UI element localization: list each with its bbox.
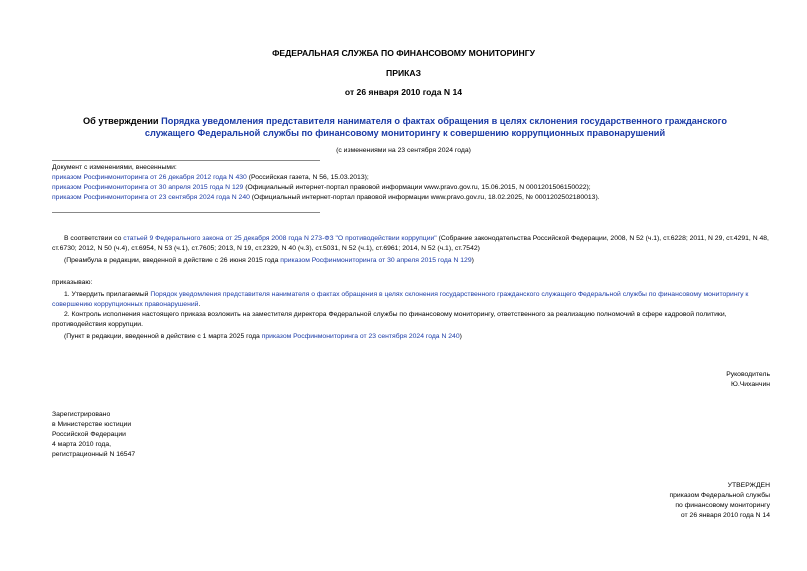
clause-2: 2. Контроль исполнения настоящего приказа возложить на заместителя директора Федеральной службы по финансовому мониторингу, ответственного за реализацию полномочий в сфере кадровой политики, противодействия коррупции. [52,311,727,328]
law-link[interactable]: статьей 9 Федерального закона от 25 декабря 2008 года N 273-ФЗ "О противодействии коррупции" [123,235,437,242]
title-link[interactable]: Порядка уведомления представителя нанимателя о фактах обращения в целях склонения государственного гражданского служащего Федеральной службы по финансовому мониторингу к совершению коррупционных правонарушений [144,116,727,138]
signature-role: Руководитель [726,371,770,378]
preamble-note: (Преамбула в редакции, введенной в действие с 26 июня 2015 года приказом Росфинмониторинга от 30 апреля 2015 года N 129) [64,257,474,264]
changes-block [52,163,752,203]
resolution [52,278,770,342]
clause-1: 1. Утвердить прилагаемый Порядок уведомления представителя нанимателя о фактах обращения в целях склонения государственного гражданского служащего Федеральной службы по финансовому мониторингу к совершению коррупционных правонарушений. [52,291,749,308]
preamble-text: В соответствии со статьей 9 Федерального закона от 25 декабря 2008 года N 273-ФЗ "О противодействии коррупции" (Собрание законодательства Российской Федерации, 2008, N 52 (ч.1), ст.6228; 2011, N 29, ст.4291, N 48, ст.6730; 2012, N 50 (ч.4), ст.6954, N 53 (ч.1), ст.7605; 2013, N 19, ст.2329, N 40 (ч.3), ст.5031, N 52 (ч.1), ст.6961; 2014, N 52 (ч.1), ст.7542) [52,235,769,252]
resolve-word: приказываю: [52,279,93,286]
doc-type-heading: ПРИКАЗ [386,68,421,78]
procedure-link[interactable]: Порядок уведомления представителя нанимателя о фактах обращения в целях склонения государственного гражданского служащего Федеральной службы по финансовому мониторингу к совершению коррупционных правонарушений [52,291,749,308]
approved-block: УТВЕРЖДЕН приказом Федеральной службы по финансовому мониторингу от 26 января 2010 года N 14 [669,482,770,519]
preamble-note-link[interactable]: приказом Росфинмониторинга от 30 апреля 2015 года N 129 [280,257,472,264]
change-item: приказом Росфинмониторинга от 26 декабря 2012 года N 430 (Российская газета, N 56, 15.03.2013); [52,174,369,181]
signature-name: Ю.Чиханчин [730,381,770,388]
divider-bottom [52,212,320,213]
clause-2-note-link[interactable]: приказом Росфинмониторинга от 23 сентября 2024 года N 240 [261,333,460,340]
change-link-3[interactable]: приказом Росфинмониторинга от 23 сентября 2024 года N 240 [52,194,250,201]
change-link-1[interactable]: приказом Росфинмониторинга от 26 декабря 2012 года N 430 [52,174,247,181]
agency-heading: ФЕДЕРАЛЬНАЯ СЛУЖБА ПО ФИНАНСОВОМУ МОНИТОРИНГУ [272,48,535,58]
doc-date-heading: от 26 января 2010 года N 14 [344,87,463,97]
preamble [52,234,770,266]
change-item: приказом Росфинмониторинга от 30 апреля 2015 года N 129 (Официальный интернет-портал правовой информации www.pravo.gov.ru, 15.06.2015, N 0001201506150022); [52,184,591,191]
registration-block: Зарегистрировано в Министерстве юстиции Российской Федерации 4 марта 2010 года, регистрационный N 16547 [52,411,136,458]
signature-block [726,370,770,390]
change-item: приказом Росфинмониторинга от 23 сентября 2024 года N 240 (Официальный интернет-портал правовой информации www.pravo.gov.ru, 18.02.2025, № 0001202502180013). [52,194,600,201]
document-title [60,115,750,139]
changes-heading: Документ с изменениями, внесенными: [52,164,177,171]
divider-top [52,160,320,161]
title-prefix: Об утверждении [83,116,162,126]
amend-note: (с изменениями на 23 сентября 2024 года) [336,147,471,154]
clause-2-note: (Пункт в редакции, введенной в действие с 1 марта 2025 года приказом Росфинмониторинга от 23 сентября 2024 года N 240) [64,333,462,340]
change-link-2[interactable]: приказом Росфинмониторинга от 30 апреля 2015 года N 129 [52,184,244,191]
